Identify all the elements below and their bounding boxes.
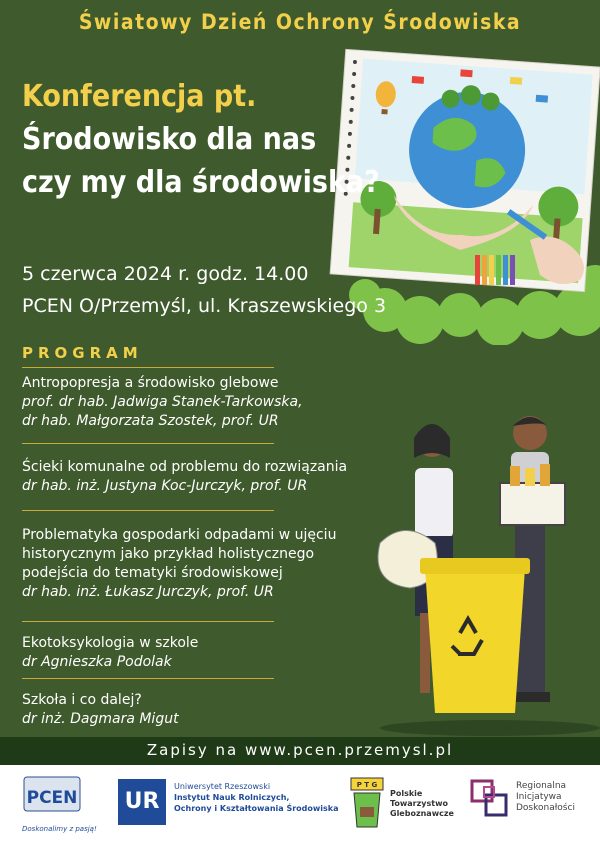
recycling-people-illustration — [370, 408, 600, 738]
rid-line: Regionalna — [516, 781, 567, 791]
program-item-author: dr Agnieszka Podolak — [22, 654, 172, 670]
program-divider — [22, 443, 274, 444]
ur-line: Instytut Nauk Rolniczych, — [174, 793, 290, 802]
program-heading: PROGRAM — [22, 344, 143, 362]
pcen-book-icon — [22, 775, 82, 815]
program-item — [22, 526, 367, 602]
program-item-title-line: Problematyka gospodarki odpadami w ujęciu — [22, 527, 337, 543]
rid-line: Doskonałości — [516, 803, 575, 813]
ptg-line: Gleboznawcze — [390, 809, 454, 818]
program-item-title: Ścieki komunalne od problemu do rozwiązania — [22, 459, 348, 475]
registration-text: Zapisy na www.pcen.przemysl.pl — [146, 741, 454, 759]
program-divider — [22, 678, 274, 679]
program-item-title: Szkoła i co dalej? — [22, 692, 142, 708]
ptg-line: Polskie — [390, 789, 423, 798]
program-item-author: prof. dr hab. Jadwiga Stanek-Tarkowska, — [22, 394, 303, 410]
program-item-title-line: historycznym jako przykład holistycznego — [22, 546, 315, 562]
pcen-mark: PCEN — [26, 788, 78, 808]
program-item — [22, 458, 367, 496]
program-divider — [22, 367, 274, 368]
rid-logo — [470, 779, 598, 839]
ur-mark: UR — [118, 779, 166, 825]
ptg-emblem-icon — [350, 777, 384, 829]
ptg-mark: P T G — [356, 781, 378, 789]
program-item-author: dr hab. Małgorzata Szostek, prof. UR — [22, 413, 279, 429]
program-item-title: Ekotoksykologia w szkole — [22, 635, 199, 651]
ur-line: Ochrony i Kształtowania Środowiska — [174, 804, 339, 813]
ur-logo — [118, 779, 348, 839]
event-place: PCEN O/Przemyśl, ul. Kraszewskiego 3 — [22, 295, 387, 317]
conference-label: Konferencja pt. — [22, 79, 257, 114]
program-item — [22, 691, 367, 729]
program-item — [22, 634, 367, 672]
logo-strip — [0, 765, 600, 849]
rid-line: Inicjatywa — [516, 792, 562, 802]
ur-line: Uniwersytet Rzeszowski — [174, 782, 271, 791]
program-item-author: dr hab. inż. Justyna Koc-Jurczyk, prof. UR — [22, 478, 308, 494]
event-details — [22, 258, 386, 322]
conference-title-line1: Środowisko dla nas — [22, 122, 317, 157]
conference-title — [22, 75, 380, 204]
rid-emblem-icon — [470, 779, 512, 819]
event-title: Światowy Dzień Ochrony Środowiska — [78, 10, 522, 34]
ptg-line: Towarzystwo — [390, 799, 448, 808]
ptg-logo — [350, 777, 460, 841]
program-item-author: dr inż. Dagmara Migut — [22, 711, 179, 727]
pcen-tagline: Doskonalimy z pasją! — [22, 825, 97, 833]
conference-title-line2: czy my dla środowiska? — [22, 165, 380, 200]
program-divider — [22, 621, 274, 622]
program-divider — [22, 510, 274, 511]
program-item-title: Antropopresja a środowisko glebowe — [22, 375, 279, 391]
program-item-title-line: podejścia do tematyki środowiskowej — [22, 565, 283, 581]
pcen-logo — [22, 775, 97, 845]
event-date: 5 czerwca 2024 r. godz. 14.00 — [22, 263, 309, 285]
program-item-author: dr hab. inż. Łukasz Jurczyk, prof. UR — [22, 584, 274, 600]
program-item — [22, 374, 367, 431]
